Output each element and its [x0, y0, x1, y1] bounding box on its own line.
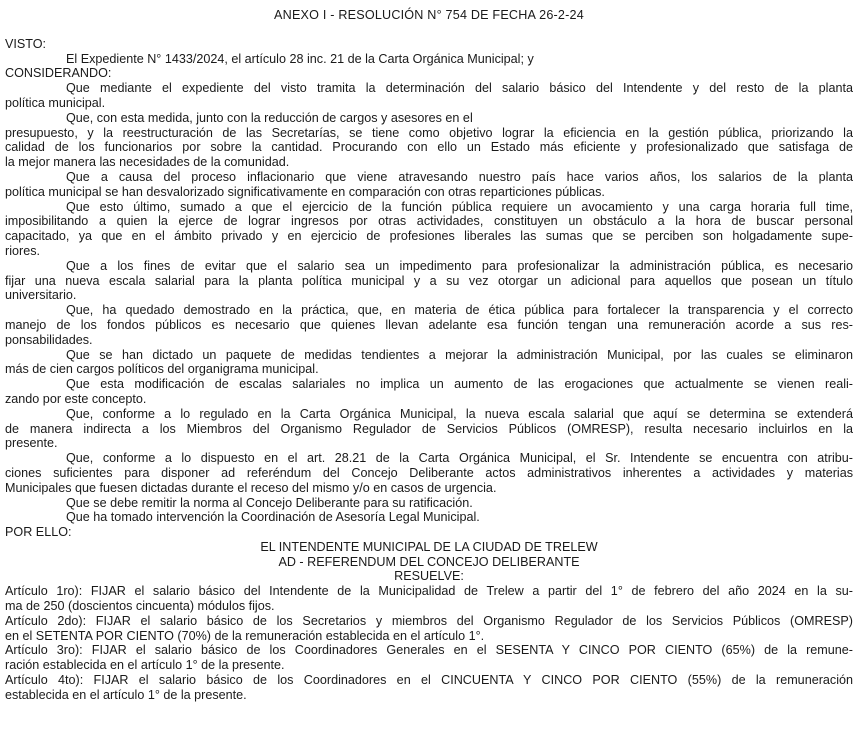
text-line: EL INTENDENTE MUNICIPAL DE LA CIUDAD DE TRELEW [260, 539, 598, 554]
text-line: política municipal. [5, 95, 106, 110]
text-line: Que, con esta medida, junto con la reducción de cargos y asesores en el [66, 110, 473, 125]
text-line: Que, conforme a lo regulado en la Carta Orgánica Municipal, la nueva escala salarial que aquí se determina se extenderá [66, 406, 853, 421]
text-line: ponsabilidades. [5, 332, 93, 347]
text-line: fijar una nueva escala salarial para la planta política municipal y a su vez otorgar un adicional para aquellos que posean un título [5, 273, 853, 288]
text-line: manejo de los fondos públicos es necesario que quienes llevan adelante esa función tengan una remuneración acorde a sus res- [5, 317, 853, 332]
text-line: Que se han dictado un paquete de medidas tendientes a mejorar la administración Municipal, por las cuales se eliminaron [66, 347, 853, 362]
text-line: la mejor manera las necesidades de la comunidad. [5, 155, 290, 170]
text-line: Que, conforme a lo dispuesto en el art. 28.21 de la Carta Orgánica Municipal, el Sr. Intendente se encuentra con atribu- [66, 451, 853, 466]
text-line: capacitado, ya que en el ámbito privado y en ejercicio de profesiones liberales las sumas que se perciben son holgadamente supe- [5, 229, 853, 244]
text-line: Que ha tomado intervención la Coordinación de Asesoría Legal Municipal. [66, 510, 480, 525]
text-line: en el SETENTA POR CIENTO (70%) de la remuneración establecida en el artículo 1°. [5, 628, 485, 643]
text-line: presupuesto, y la reestructuración de las Secretarías, se tiene como objetivo lograr la eficiencia en la gestión pública, priorizando la [5, 125, 853, 140]
text-line: Que esto último, sumado a que el ejercicio de la función pública requiere un avocamiento y una carga horaria full time, [66, 199, 853, 214]
text-line: ciones suficientes para disponer ad referéndum del Concejo Deliberante actos administrativos inherentes a actividades y materias [5, 465, 853, 480]
text-line: ma de 250 (doscientos cincuenta) módulos fijos. [5, 599, 275, 614]
text-line: riores. [5, 243, 40, 258]
text-line: imposibilitando a quien la ejerce de lograr ingresos por otras actividades, constituyen un obstáculo a la hora de buscar personal [5, 214, 853, 229]
text-line: POR ELLO: [5, 525, 72, 540]
text-line: de manera indirecta a los Miembros del Organismo Regulador de Servicios Públicos (OMRESP), resulta necesario incluirlos en la [5, 421, 853, 436]
text-line: RESUELVE: [394, 569, 464, 584]
text-line: Que, ha quedado demostrado en la práctica, que, en materia de ética pública para fortalecer la transparencia y el correcto [66, 303, 853, 318]
text-line: Que mediante el expediente del visto tramita la determinación del salario básico del Intendente y del resto de la planta [66, 81, 853, 96]
text-line: universitario. [5, 288, 77, 303]
text-line: Artículo 4to): FIJAR el salario básico de los Coordinadores en el CINCUENTA Y CINCO POR CIENTO (55%) de la remuneración [5, 673, 853, 688]
text-line: establecida en el artículo 1° de la presente. [5, 687, 247, 702]
text-line: calidad de los funcionarios por sobre la cantidad. Procurando con ello un Estado más eficiente y profesionalizado que satisfaga de [5, 140, 853, 155]
document-title: ANEXO I - RESOLUCIÓN N° 754 DE FECHA 26-2-24 [274, 8, 584, 22]
text-line: Artículo 2do): FIJAR el salario básico de los Secretarios y miembros del Organismo Regulador de los Servicios Públicos (OMRESP) [5, 613, 853, 628]
text-line: Que a los fines de evitar que el salario sea un impedimento para profesionalizar la administración pública, es necesario [66, 258, 853, 273]
document-page [5, 8, 853, 703]
text-line: política municipal se han desvalorizado significativamente en comparación con otras reparticiones públicas. [5, 184, 605, 199]
text-line: CONSIDERANDO: [5, 66, 112, 81]
text-line: El Expediente N° 1433/2024, el artículo 28 inc. 21 de la Carta Orgánica Municipal; y [66, 51, 534, 66]
text-line: AD - REFERENDUM DEL CONCEJO DELIBERANTE [278, 554, 580, 569]
text-line: Municipales que fuesen dictadas durante el receso del mismo y/o en casos de urgencia. [5, 480, 497, 495]
text-line: zando por este concepto. [5, 391, 147, 406]
text-line: Que a causa del proceso inflacionario que viene atravesando nuestro país hace varios años, los salarios de la planta [66, 169, 853, 184]
document-body [5, 37, 853, 703]
text-line: ración establecida en el artículo 1° de la presente. [5, 658, 285, 673]
text-line: Que esta modificación de escalas salariales no implica un aumento de las erogaciones que actualmente se vienen reali- [66, 377, 853, 392]
text-line: más de cien cargos políticos del organigrama municipal. [5, 362, 319, 377]
text-line: VISTO: [5, 36, 47, 51]
text-line: Artículo 1ro): FIJAR el salario básico del Intendente de la Municipalidad de Trelew a partir del 1° de febrero del año 2024 en la su- [5, 584, 853, 599]
text-line: Que se debe remitir la norma al Concejo Deliberante para su ratificación. [66, 495, 473, 510]
text-line: Artículo 3ro): FIJAR el salario básico de los Coordinadores Generales en el SESENTA Y CINCO POR CIENTO (65%) de la remune- [5, 643, 853, 658]
text-line: presente. [5, 436, 58, 451]
